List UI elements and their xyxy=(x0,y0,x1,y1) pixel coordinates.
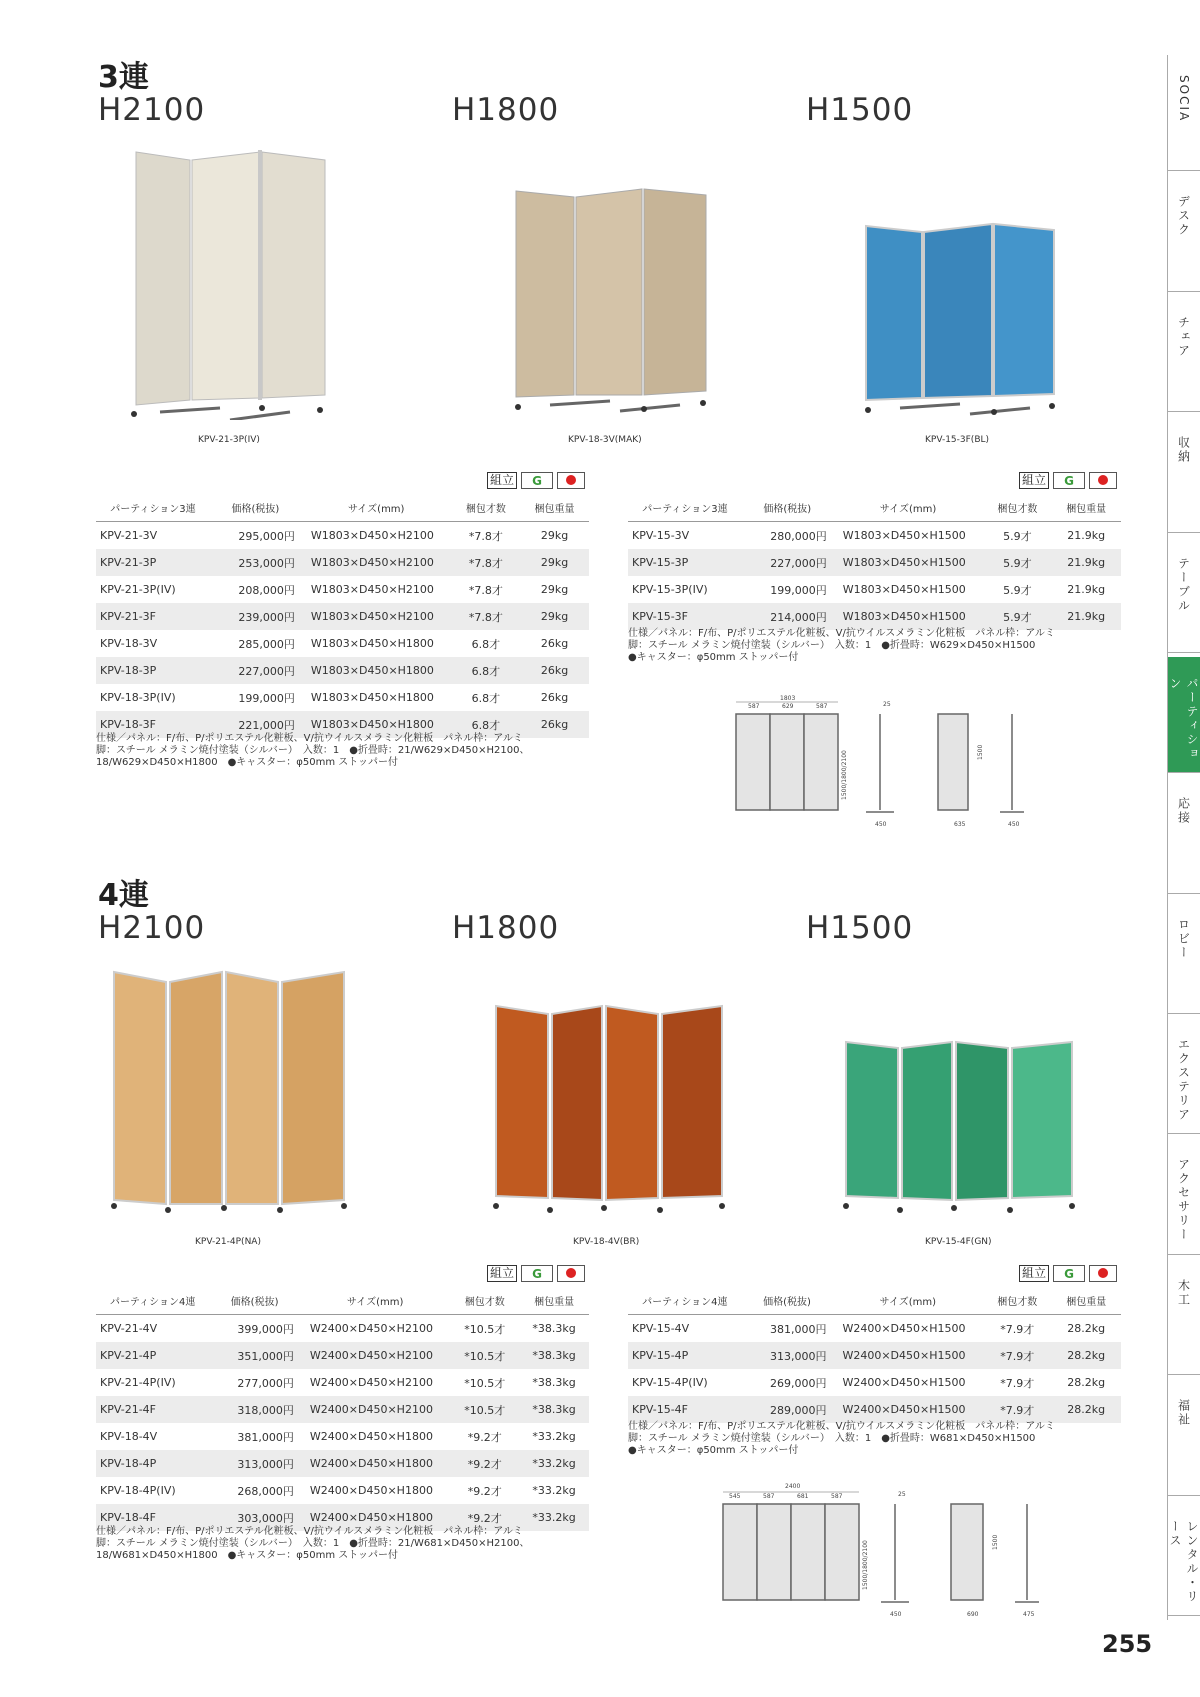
sidebar-item-label: チェア xyxy=(1176,315,1191,358)
table-cell: 5.9才 xyxy=(983,603,1051,630)
table-row xyxy=(96,657,589,684)
table-header: パーティション4連 xyxy=(96,1286,209,1315)
note-line: 仕様／パネル：F/布、P/ポリエステル化粧板、V/抗ウイルスメラミン化粧板 パネル枠：アルミ xyxy=(628,628,1055,639)
spec-note xyxy=(628,628,1128,664)
spec-table xyxy=(96,493,589,738)
page-number: 255 xyxy=(1102,1630,1153,1658)
note-line: 脚：スチール メラミン焼付塗装（シルバー） 入数：1 ●折畳時：21/W629×D450×H2100、 xyxy=(96,745,530,756)
dim-folded-height: 1500 xyxy=(977,744,984,760)
table-cell: 269,000円 xyxy=(769,1376,827,1390)
table-row xyxy=(96,549,589,576)
table-row xyxy=(628,522,1121,550)
product-image xyxy=(510,185,710,420)
sidebar-item[interactable] xyxy=(1168,296,1200,412)
table-header: サイズ(mm) xyxy=(832,1286,983,1315)
table-cell: 28.2kg xyxy=(1067,1376,1106,1389)
table-cell: W1803×D450×H1800 xyxy=(301,711,452,738)
green-purchase-icon: G xyxy=(1053,1265,1085,1282)
table-cell: *38.3kg xyxy=(532,1322,576,1335)
dim-height: 1500/1800/2100 xyxy=(841,750,848,800)
table-cell: *33.2kg xyxy=(532,1484,576,1497)
height-label: H1800 xyxy=(452,910,560,946)
table-cell: KPV-21-4P(IV) xyxy=(100,1376,176,1389)
table-cell: 6.8才 xyxy=(471,691,501,705)
table-cell: 26kg xyxy=(520,657,589,684)
table-row xyxy=(96,522,589,550)
table-row xyxy=(96,1423,589,1450)
table-header: パーティション3連 xyxy=(628,493,742,522)
table-header: 梱包才数 xyxy=(983,493,1051,522)
table-cell: 208,000円 xyxy=(238,583,295,597)
product-image xyxy=(860,220,1060,420)
product-image xyxy=(108,968,358,1218)
table-cell: KPV-21-4V xyxy=(100,1322,158,1335)
height-label: H1500 xyxy=(806,910,914,946)
table-cell: W2400×D450×H1500 xyxy=(832,1342,983,1369)
table-cell: KPV-18-4V xyxy=(100,1430,158,1443)
height-label: H1800 xyxy=(452,92,560,128)
dim-thick: 25 xyxy=(883,701,891,708)
table-cell: 6.8才 xyxy=(452,657,521,684)
table-cell: 303,000円 xyxy=(209,1504,300,1531)
table-cell: 399,000円 xyxy=(237,1322,294,1336)
table-cell: 313,000円 xyxy=(742,1342,833,1369)
table-cell: 227,000円 xyxy=(742,549,833,576)
table-cell: *9.2才 xyxy=(467,1430,502,1444)
table-cell: KPV-15-4V xyxy=(632,1322,690,1335)
table-cell: *7.9才 xyxy=(983,1342,1051,1369)
table-cell: 6.8才 xyxy=(452,711,521,738)
table-header: パーティション4連 xyxy=(628,1286,742,1315)
table-cell: 221,000円 xyxy=(210,711,301,738)
sidebar-item[interactable] xyxy=(1168,1500,1200,1616)
table-cell: *9.2才 xyxy=(450,1450,519,1477)
note-line: 仕様／パネル：F/布、P/ポリエステル化粧板、V/抗ウイルスメラミン化粧板 パネル枠：アルミ xyxy=(96,1526,523,1537)
table-cell: W1803×D450×H2100 xyxy=(301,549,452,576)
badge-group xyxy=(1019,1265,1117,1282)
product-caption: KPV-18-3V(MAK) xyxy=(568,435,642,445)
table-header: サイズ(mm) xyxy=(300,1286,451,1315)
table-cell: W2400×D450×H2100 xyxy=(309,1376,433,1389)
table-header: 梱包重量 xyxy=(519,1286,589,1315)
table-cell: KPV-15-3V xyxy=(632,529,690,542)
assembly-badge: 組立 xyxy=(487,1265,517,1282)
table-cell: W1803×D450×H1500 xyxy=(833,603,984,630)
table-cell: W2400×D450×H1800 xyxy=(300,1504,451,1531)
height-label: H1500 xyxy=(806,92,914,128)
table-row xyxy=(96,1450,589,1477)
table-header: 価格(税抜) xyxy=(209,1286,300,1315)
table-cell: 28.2kg xyxy=(1067,1322,1106,1335)
note-line: ●キャスター：φ50mm ストッパー付 xyxy=(628,652,799,663)
product-image xyxy=(120,150,340,420)
table-cell: 227,000円 xyxy=(210,657,301,684)
sidebar-item-label: 福祉 xyxy=(1176,1399,1191,1428)
sidebar-item-label: エクステリア xyxy=(1176,1038,1191,1123)
dim-part: 587 xyxy=(748,703,760,710)
table-cell: 6.8才 xyxy=(471,637,501,651)
sidebar-nav xyxy=(1167,55,1200,1620)
table-cell: W2400×D450×H1800 xyxy=(300,1450,451,1477)
table-cell: 29kg xyxy=(540,529,569,542)
note-line: 脚：スチール メラミン焼付塗装（シルバー） 入数：1 ●折畳時：W629×D450×H1500 xyxy=(628,640,1036,651)
height-label: H2100 xyxy=(98,92,206,128)
table-header: 梱包才数 xyxy=(450,1286,519,1315)
table-cell: 277,000円 xyxy=(237,1376,294,1390)
table-cell: W1803×D450×H1500 xyxy=(842,583,966,596)
table-row xyxy=(628,576,1121,603)
sidebar-item[interactable] xyxy=(1168,1379,1200,1495)
badge-group xyxy=(487,1265,585,1282)
table-cell: W2400×D450×H1500 xyxy=(842,1322,966,1335)
dim-width: 2400 xyxy=(785,1483,801,1490)
table-cell: 285,000円 xyxy=(238,637,295,651)
product-caption: KPV-18-4V(BR) xyxy=(573,1237,640,1247)
table-row xyxy=(96,1315,589,1343)
table-cell: KPV-21-4F xyxy=(96,1396,209,1423)
table-cell: 21.9kg xyxy=(1067,529,1106,542)
sidebar-item-label: 木工 xyxy=(1176,1278,1191,1307)
table-cell: KPV-15-4P xyxy=(628,1342,742,1369)
dim-thick: 25 xyxy=(898,1491,906,1498)
table-cell: KPV-18-4F xyxy=(96,1504,209,1531)
table-cell: W1803×D450×H1800 xyxy=(310,637,434,650)
table-cell: KPV-18-3P xyxy=(96,657,210,684)
table-cell: W1803×D450×H2100 xyxy=(310,583,434,596)
table-cell: W2400×D450×H2100 xyxy=(300,1342,451,1369)
table-cell: KPV-15-4P(IV) xyxy=(632,1376,708,1389)
table-row xyxy=(628,1396,1121,1423)
dim-width: 1803 xyxy=(780,695,796,702)
dim-part: 545 xyxy=(729,1493,741,1500)
table-cell: 21.9kg xyxy=(1067,583,1106,596)
table-cell: W1803×D450×H1500 xyxy=(842,529,966,542)
table-cell: W1803×D450×H1500 xyxy=(833,549,984,576)
product-caption: KPV-15-4F(GN) xyxy=(925,1237,992,1247)
table-row xyxy=(628,1315,1121,1343)
table-cell: 280,000円 xyxy=(770,529,827,543)
sidebar-item[interactable] xyxy=(1168,416,1200,532)
sidebar-item[interactable] xyxy=(1168,1259,1200,1375)
green-purchase-icon: G xyxy=(1053,472,1085,489)
table-cell: 253,000円 xyxy=(210,549,301,576)
product-image xyxy=(490,1000,730,1220)
table-cell: *7.9才 xyxy=(1000,1376,1035,1390)
japan-flag-icon xyxy=(557,1265,585,1282)
table-cell: KPV-21-3F xyxy=(96,603,210,630)
table-cell: 381,000円 xyxy=(237,1430,294,1444)
table-header: パーティション3連 xyxy=(96,493,210,522)
table-cell: KPV-18-4P(IV) xyxy=(100,1484,176,1497)
dim-folded-height: 1500 xyxy=(992,1534,999,1550)
dim-height: 1500/1800/2100 xyxy=(862,1540,869,1590)
table-cell: KPV-21-4P xyxy=(96,1342,209,1369)
table-row xyxy=(628,603,1121,630)
dim-part: 629 xyxy=(782,703,794,710)
table-cell: 29kg xyxy=(520,603,589,630)
table-header: サイズ(mm) xyxy=(301,493,452,522)
table-header: 梱包才数 xyxy=(983,1286,1051,1315)
dim-folded-depth: 475 xyxy=(1023,1611,1035,1618)
table-cell: 239,000円 xyxy=(210,603,301,630)
table-cell: W2400×D450×H1800 xyxy=(309,1484,433,1497)
assembly-badge: 組立 xyxy=(1019,1265,1049,1282)
table-cell: 29kg xyxy=(520,549,589,576)
table-cell: 21.9kg xyxy=(1051,603,1121,630)
table-cell: *38.3kg xyxy=(532,1376,576,1389)
dim-folded-width: 690 xyxy=(967,1611,979,1618)
spec-table xyxy=(628,493,1121,630)
table-cell: *10.5才 xyxy=(464,1376,506,1390)
table-cell: KPV-18-3P(IV) xyxy=(100,691,176,704)
table-cell: 199,000円 xyxy=(770,583,827,597)
table-cell: 295,000円 xyxy=(238,529,295,543)
table-header: 梱包重量 xyxy=(1051,493,1121,522)
dim-part: 587 xyxy=(763,1493,775,1500)
sidebar-item-label: パーティション xyxy=(1168,676,1199,761)
badge-group xyxy=(487,472,585,489)
table-cell: *7.9才 xyxy=(1000,1322,1035,1336)
badge-group xyxy=(1019,472,1117,489)
table-cell: KPV-15-3P(IV) xyxy=(632,583,708,596)
sidebar-item-label: レンタル・リース xyxy=(1168,1519,1199,1604)
dim-depth: 450 xyxy=(890,1611,902,1618)
table-row xyxy=(96,576,589,603)
sidebar-item-label: 応接 xyxy=(1176,797,1191,826)
table-cell: *33.2kg xyxy=(519,1450,589,1477)
assembly-badge: 組立 xyxy=(1019,472,1049,489)
green-purchase-icon: G xyxy=(521,1265,553,1282)
table-cell: 318,000円 xyxy=(209,1396,300,1423)
note-line: 脚：スチール メラミン焼付塗装（シルバー） 入数：1 ●折畳時：21/W681×D450×H2100、 xyxy=(96,1538,530,1549)
table-header: 価格(税抜) xyxy=(210,493,301,522)
sidebar-item[interactable] xyxy=(1168,175,1200,291)
table-header: 梱包重量 xyxy=(520,493,589,522)
dimension-diagram xyxy=(720,690,1050,830)
japan-flag-icon xyxy=(557,472,585,489)
table-cell: 268,000円 xyxy=(237,1484,294,1498)
table-cell: W1803×D450×H2100 xyxy=(301,603,452,630)
table-cell: *7.8才 xyxy=(468,529,503,543)
table-cell: W2400×D450×H2100 xyxy=(309,1322,433,1335)
spec-table xyxy=(628,1286,1121,1423)
table-cell: *10.5才 xyxy=(450,1342,519,1369)
table-cell: KPV-21-3P xyxy=(96,549,210,576)
table-cell: W2400×D450×H2100 xyxy=(300,1396,451,1423)
sidebar-item[interactable] xyxy=(1168,1138,1200,1254)
spec-note xyxy=(96,1526,596,1562)
table-row xyxy=(96,1369,589,1396)
assembly-badge: 組立 xyxy=(487,472,517,489)
dimension-diagram xyxy=(715,1480,1055,1620)
note-line: 脚：スチール メラミン焼付塗装（シルバー） 入数：1 ●折畳時：W681×D450×H1500 xyxy=(628,1433,1036,1444)
table-row xyxy=(96,1396,589,1423)
note-line: 18/W681×D450×H1800 ●キャスター：φ50mm ストッパー付 xyxy=(96,1550,398,1561)
sidebar-item-label: テーブル xyxy=(1176,556,1191,613)
table-cell: 351,000円 xyxy=(209,1342,300,1369)
table-cell: 26kg xyxy=(520,711,589,738)
table-cell: KPV-21-3V xyxy=(100,529,158,542)
table-row xyxy=(628,1342,1121,1369)
sidebar-item-label: ロビー xyxy=(1176,917,1191,960)
table-cell: *38.3kg xyxy=(519,1342,589,1369)
table-row xyxy=(96,603,589,630)
table-cell: KPV-18-3V xyxy=(100,637,158,650)
dim-folded-width: 635 xyxy=(954,821,966,828)
sidebar-item-label: SOCIA xyxy=(1177,75,1191,123)
note-line: 仕様／パネル：F/布、P/ポリエステル化粧板、V/抗ウイルスメラミン化粧板 パネル枠：アルミ xyxy=(96,733,523,744)
note-line: ●キャスター：φ50mm ストッパー付 xyxy=(628,1445,799,1456)
table-cell: *33.2kg xyxy=(532,1430,576,1443)
table-cell: KPV-15-4F xyxy=(628,1396,742,1423)
product-caption: KPV-21-4P(NA) xyxy=(195,1237,261,1247)
table-row xyxy=(628,549,1121,576)
sidebar-item-label: デスク xyxy=(1176,195,1191,238)
table-cell: W1803×D450×H2100 xyxy=(310,529,434,542)
note-line: 18/W629×D450×H1800 ●キャスター：φ50mm ストッパー付 xyxy=(96,757,398,768)
table-cell: *7.8才 xyxy=(452,549,521,576)
dim-part: 681 xyxy=(797,1493,809,1500)
note-line: 仕様／パネル：F/布、P/ポリエステル化粧板、V/抗ウイルスメラミン化粧板 パネル枠：アルミ xyxy=(628,1421,1055,1432)
table-cell: KPV-21-3P(IV) xyxy=(100,583,176,596)
table-cell: *33.2kg xyxy=(519,1504,589,1531)
table-cell: KPV-15-3P xyxy=(628,549,742,576)
japan-flag-icon xyxy=(1089,472,1117,489)
product-image xyxy=(840,1036,1080,1221)
spec-table xyxy=(96,1286,589,1531)
section-title: 4連 xyxy=(98,878,149,913)
table-cell: KPV-15-3F xyxy=(628,603,742,630)
japan-flag-icon xyxy=(1089,1265,1117,1282)
table-cell: *7.9才 xyxy=(983,1396,1051,1423)
table-cell: *10.5才 xyxy=(464,1322,506,1336)
table-cell: 5.9才 xyxy=(1003,529,1032,543)
table-cell: *7.8才 xyxy=(468,583,503,597)
sidebar-item[interactable] xyxy=(1168,898,1200,1014)
sidebar-item[interactable] xyxy=(1168,537,1200,653)
table-header: 価格(税抜) xyxy=(742,1286,833,1315)
table-cell: *7.8才 xyxy=(452,603,521,630)
table-header: 価格(税抜) xyxy=(742,493,833,522)
table-cell: 28.2kg xyxy=(1051,1396,1121,1423)
table-cell: *9.2才 xyxy=(467,1484,502,1498)
dim-depth: 450 xyxy=(875,821,887,828)
table-row xyxy=(96,1477,589,1504)
table-cell: *10.5才 xyxy=(450,1396,519,1423)
dim-folded-depth: 450 xyxy=(1008,821,1020,828)
green-purchase-icon: G xyxy=(521,472,553,489)
table-cell: W2400×D450×H1800 xyxy=(309,1430,433,1443)
dim-part: 587 xyxy=(831,1493,843,1500)
table-row xyxy=(96,684,589,711)
table-cell: W1803×D450×H1800 xyxy=(310,691,434,704)
section-title: 3連 xyxy=(98,60,149,95)
table-cell: 29kg xyxy=(540,583,569,596)
sidebar-item[interactable] xyxy=(1168,1018,1200,1134)
table-cell: 381,000円 xyxy=(769,1322,827,1336)
table-cell: KPV-18-3F xyxy=(96,711,210,738)
dim-part: 587 xyxy=(816,703,828,710)
sidebar-item[interactable] xyxy=(1168,777,1200,893)
sidebar-item-label: 収納 xyxy=(1176,436,1191,465)
table-header: サイズ(mm) xyxy=(833,493,984,522)
table-cell: 5.9才 xyxy=(1003,583,1032,597)
sidebar-item-label: アクセサリー xyxy=(1176,1158,1191,1243)
table-cell: 289,000円 xyxy=(742,1396,833,1423)
table-cell: 214,000円 xyxy=(742,603,833,630)
table-cell: 313,000円 xyxy=(209,1450,300,1477)
product-caption: KPV-21-3P(IV) xyxy=(198,435,260,445)
table-cell: KPV-18-4P xyxy=(96,1450,209,1477)
table-cell: 199,000円 xyxy=(238,691,295,705)
table-cell: 26kg xyxy=(540,691,569,704)
table-cell: *38.3kg xyxy=(519,1396,589,1423)
table-cell: 28.2kg xyxy=(1051,1342,1121,1369)
table-cell: W2400×D450×H1500 xyxy=(832,1396,983,1423)
sidebar-item[interactable] xyxy=(1168,657,1200,773)
table-header: 梱包重量 xyxy=(1051,1286,1121,1315)
table-cell: *9.2才 xyxy=(450,1504,519,1531)
table-row xyxy=(96,630,589,657)
table-row xyxy=(96,1342,589,1369)
table-cell: W1803×D450×H1800 xyxy=(301,657,452,684)
spec-note xyxy=(96,733,596,769)
table-row xyxy=(628,1369,1121,1396)
table-header: 梱包才数 xyxy=(452,493,521,522)
product-caption: KPV-15-3F(BL) xyxy=(925,435,990,445)
table-cell: 5.9才 xyxy=(983,549,1051,576)
table-cell: 21.9kg xyxy=(1051,549,1121,576)
table-cell: 26kg xyxy=(540,637,569,650)
spec-note xyxy=(628,1421,1128,1457)
sidebar-item[interactable] xyxy=(1168,55,1200,171)
height-label: H2100 xyxy=(98,910,206,946)
table-cell: W2400×D450×H1500 xyxy=(842,1376,966,1389)
